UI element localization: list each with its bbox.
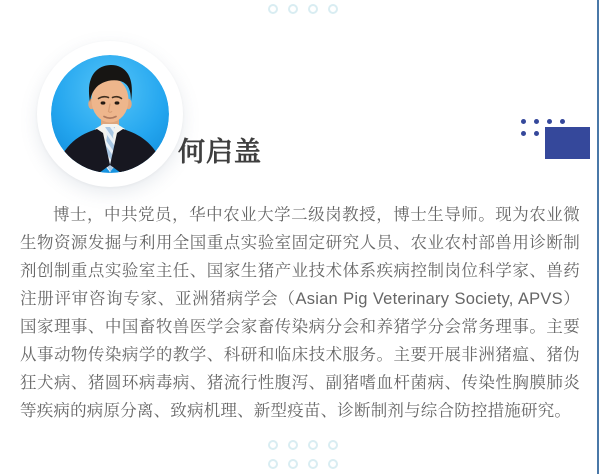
right-edge-line: [597, 0, 599, 474]
dot-icon: [534, 131, 539, 136]
avatar-photo: [51, 55, 169, 173]
ring-icon: [308, 4, 318, 14]
ring-icon: [288, 4, 298, 14]
ring-icon: [328, 459, 338, 469]
ring-icon: [328, 4, 338, 14]
dot-icon: [521, 131, 526, 136]
bottom-ring-decoration-row1: [268, 440, 338, 450]
bottom-ring-decoration-row2: [268, 459, 338, 469]
dot-icon: [534, 119, 539, 124]
ring-icon: [268, 440, 278, 450]
ring-icon: [328, 440, 338, 450]
page-title-person-name: 何启盖: [178, 137, 262, 167]
ring-icon: [288, 459, 298, 469]
top-ring-decoration: [268, 4, 338, 14]
biography-paragraph: 博士，中共党员，华中农业大学二级岗教授，博士生导师。现为农业微生物资源发掘与利用全国重点实验室固定研究人员、农业农村部兽用诊断制剂创制重点实验室主任、国家生猪产业技术体系疾病控制岗位科学家、兽药注册评审咨询专家、亚洲猪病学会（Asian Pig Veterinary Society, APVS）国家理事、中国畜牧兽医学会家畜传染病分会和养猪学分会常务理事。主要从事动物传染病学的教学、科研和临床技术服务。主要开展非洲猪瘟、猪伪狂犬病、猪圆环病毒病、猪流行性腹泻、副猪嗜血杆菌病、传染性胸膜肺炎等疾病的病原分离、致病机理、新型疫苗、诊断制剂与综合防控措施研究。: [20, 206, 580, 420]
dot-icon: [560, 119, 565, 124]
ring-icon: [268, 459, 278, 469]
ring-icon: [268, 4, 278, 14]
ring-icon: [288, 440, 298, 450]
dot-icon: [521, 119, 526, 124]
avatar: [37, 41, 183, 187]
accent-square-decoration: [545, 127, 590, 159]
ring-icon: [308, 459, 318, 469]
dot-icon: [547, 119, 552, 124]
ring-icon: [308, 440, 318, 450]
